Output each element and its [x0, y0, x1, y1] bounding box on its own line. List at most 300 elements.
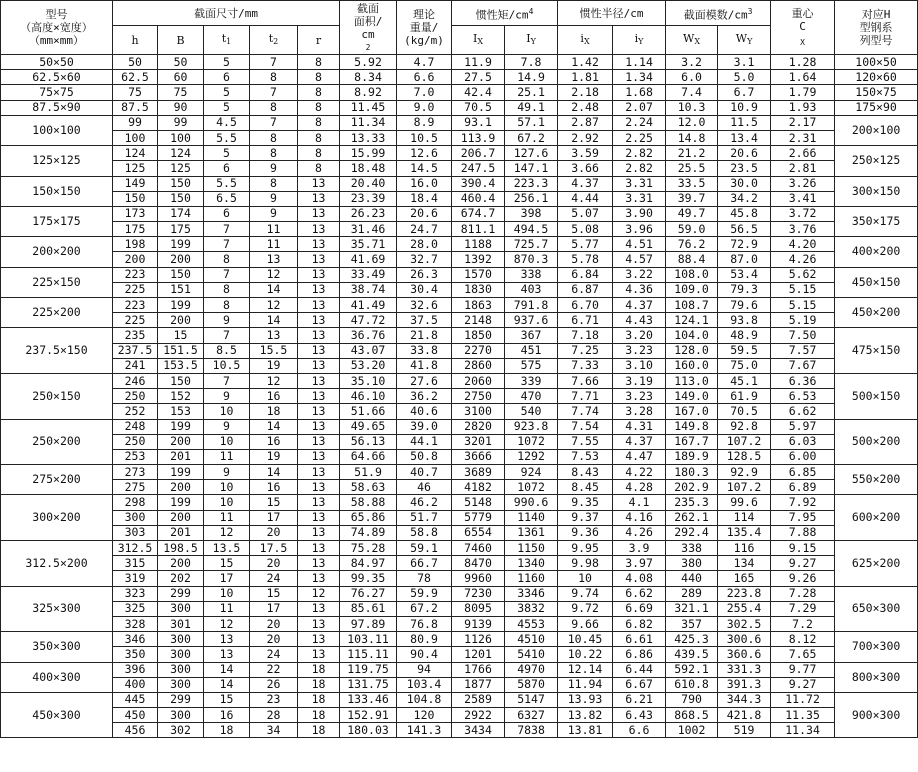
value-cell: 135.4 — [718, 525, 771, 540]
value-cell: 49.7 — [666, 206, 718, 221]
value-cell: 78 — [397, 571, 452, 586]
value-cell: 300 — [158, 708, 204, 723]
value-cell: 100 — [113, 130, 158, 145]
value-cell: 7.28 — [771, 586, 835, 601]
value-cell: 262.1 — [666, 510, 718, 525]
value-cell: 58.8 — [397, 525, 452, 540]
table-row — [1, 586, 918, 601]
value-cell: 56.5 — [718, 222, 771, 237]
value-cell: 9.15 — [771, 541, 835, 556]
value-cell: 134 — [718, 556, 771, 571]
h-section-model-cell: 250×125 — [835, 146, 918, 176]
value-cell: 53.4 — [718, 267, 771, 282]
value-cell: 2589 — [452, 692, 505, 707]
value-cell: 35.10 — [340, 373, 397, 388]
value-cell: 50 — [113, 55, 158, 70]
value-cell: 90 — [158, 100, 204, 115]
value-cell: 8 — [298, 70, 340, 85]
value-cell: 390.4 — [452, 176, 505, 191]
value-cell: 519 — [718, 723, 771, 738]
value-cell: 5148 — [452, 495, 505, 510]
value-cell: 13 — [298, 419, 340, 434]
value-cell: 42.4 — [452, 85, 505, 100]
value-cell: 10.45 — [558, 632, 613, 647]
value-cell: 13 — [298, 465, 340, 480]
table-row — [1, 85, 918, 100]
value-cell: 11.45 — [340, 100, 397, 115]
value-cell: 7.71 — [558, 389, 613, 404]
table-row — [1, 677, 918, 692]
value-cell: 152.91 — [340, 708, 397, 723]
value-cell: 85.61 — [340, 601, 397, 616]
h-section-model-cell: 700×300 — [835, 632, 918, 662]
value-cell: 2922 — [452, 708, 505, 723]
value-cell: 167.0 — [666, 404, 718, 419]
value-cell: 18 — [298, 723, 340, 738]
value-cell: 131.75 — [340, 677, 397, 692]
value-cell: 6.53 — [771, 389, 835, 404]
value-cell: 16 — [204, 708, 250, 723]
value-cell: 4.08 — [613, 571, 666, 586]
value-cell: 1361 — [505, 525, 558, 540]
value-cell: 4.47 — [613, 449, 666, 464]
table-row — [1, 282, 918, 297]
value-cell: 13.33 — [340, 130, 397, 145]
value-cell: 103.11 — [340, 632, 397, 647]
table-row — [1, 465, 918, 480]
h-section-model-cell: 175×90 — [835, 100, 918, 115]
value-cell: 9.77 — [771, 662, 835, 677]
value-cell: 4.37 — [613, 298, 666, 313]
value-cell: 4.16 — [613, 510, 666, 525]
value-cell: 24 — [250, 571, 298, 586]
value-cell: 8.9 — [397, 115, 452, 130]
value-cell: 223.8 — [718, 586, 771, 601]
value-cell: 6.6 — [613, 723, 666, 738]
table-row — [1, 647, 918, 662]
value-cell: 40.6 — [397, 404, 452, 419]
value-cell: 198 — [113, 237, 158, 252]
value-cell: 7.66 — [558, 373, 613, 388]
value-cell: 300 — [158, 647, 204, 662]
value-cell: 3.1 — [718, 55, 771, 70]
value-cell: 14 — [204, 662, 250, 677]
value-cell: 344.3 — [718, 692, 771, 707]
table-row — [1, 191, 918, 206]
value-cell: 380 — [666, 556, 718, 571]
value-cell: 12.14 — [558, 662, 613, 677]
value-cell: 26.23 — [340, 206, 397, 221]
value-cell: 94 — [397, 662, 452, 677]
value-cell: 26 — [250, 677, 298, 692]
value-cell: 10.22 — [558, 647, 613, 662]
value-cell: 10.5 — [397, 130, 452, 145]
value-cell: 175 — [158, 222, 204, 237]
value-cell: 7 — [250, 55, 298, 70]
table-row — [1, 70, 918, 85]
value-cell: 21.2 — [666, 146, 718, 161]
value-cell: 11 — [204, 449, 250, 464]
value-cell: 315 — [113, 556, 158, 571]
value-cell: 18.48 — [340, 161, 397, 176]
value-cell: 6.21 — [613, 692, 666, 707]
value-cell: 1766 — [452, 662, 505, 677]
table-row — [1, 480, 918, 495]
value-cell: 7.18 — [558, 328, 613, 343]
value-cell: 149.8 — [666, 419, 718, 434]
value-cell: 17 — [250, 510, 298, 525]
value-cell: 9 — [204, 465, 250, 480]
value-cell: 4.26 — [613, 525, 666, 540]
value-cell: 14.8 — [666, 130, 718, 145]
value-cell: 150 — [158, 373, 204, 388]
value-cell: 5.08 — [558, 222, 613, 237]
value-cell: 11 — [204, 601, 250, 616]
value-cell: 7460 — [452, 541, 505, 556]
value-cell: 28.0 — [397, 237, 452, 252]
value-cell: 24.7 — [397, 222, 452, 237]
h-section-model-cell: 475×150 — [835, 328, 918, 374]
value-cell: 6.70 — [558, 298, 613, 313]
value-cell: 13 — [298, 541, 340, 556]
value-cell: 321.1 — [666, 601, 718, 616]
value-cell: 13 — [298, 328, 340, 343]
value-cell: 50 — [158, 55, 204, 70]
value-cell: 1.93 — [771, 100, 835, 115]
value-cell: 2860 — [452, 358, 505, 373]
model-cell: 250×200 — [1, 419, 113, 465]
value-cell: 5870 — [505, 677, 558, 692]
table-row — [1, 434, 918, 449]
value-cell: 439.5 — [666, 647, 718, 662]
value-cell: 151 — [158, 282, 204, 297]
value-cell: 398 — [505, 206, 558, 221]
value-cell: 13.81 — [558, 723, 613, 738]
value-cell: 20 — [250, 556, 298, 571]
value-cell: 10.3 — [666, 100, 718, 115]
value-cell: 76.27 — [340, 586, 397, 601]
value-cell: 10.9 — [718, 100, 771, 115]
value-cell: 15.99 — [340, 146, 397, 161]
value-cell: 104.0 — [666, 328, 718, 343]
value-cell: 2.07 — [613, 100, 666, 115]
header-h: h — [113, 26, 158, 55]
value-cell: 1201 — [452, 647, 505, 662]
value-cell: 990.6 — [505, 495, 558, 510]
value-cell: 120 — [397, 708, 452, 723]
value-cell: 23 — [250, 692, 298, 707]
value-cell: 7.33 — [558, 358, 613, 373]
value-cell: 575 — [505, 358, 558, 373]
value-cell: 16.0 — [397, 176, 452, 191]
value-cell: 7.57 — [771, 343, 835, 358]
value-cell: 12 — [250, 298, 298, 313]
value-cell: 4182 — [452, 480, 505, 495]
value-cell: 2.81 — [771, 161, 835, 176]
table-row — [1, 510, 918, 525]
value-cell: 247.5 — [452, 161, 505, 176]
value-cell: 45.8 — [718, 206, 771, 221]
model-cell: 100×100 — [1, 115, 113, 145]
value-cell: 6.44 — [613, 662, 666, 677]
model-cell: 300×200 — [1, 495, 113, 541]
value-cell: 62.5 — [113, 70, 158, 85]
value-cell: 99 — [158, 115, 204, 130]
value-cell: 6.7 — [718, 85, 771, 100]
value-cell: 49.65 — [340, 419, 397, 434]
value-cell: 47.72 — [340, 313, 397, 328]
value-cell: 31.46 — [340, 222, 397, 237]
value-cell: 103.4 — [397, 677, 452, 692]
table-row — [1, 692, 918, 707]
value-cell: 331.3 — [718, 662, 771, 677]
value-cell: 870.3 — [505, 252, 558, 267]
value-cell: 14.9 — [505, 70, 558, 85]
value-cell: 165 — [718, 571, 771, 586]
table-row — [1, 601, 918, 616]
value-cell: 59.9 — [397, 586, 452, 601]
value-cell: 8.43 — [558, 465, 613, 480]
value-cell: 5410 — [505, 647, 558, 662]
value-cell: 2.82 — [613, 161, 666, 176]
value-cell: 391.3 — [718, 677, 771, 692]
value-cell: 17.5 — [250, 541, 298, 556]
value-cell: 6.71 — [558, 313, 613, 328]
value-cell: 41.69 — [340, 252, 397, 267]
value-cell: 440 — [666, 571, 718, 586]
value-cell: 11 — [250, 222, 298, 237]
value-cell: 8095 — [452, 601, 505, 616]
value-cell: 20 — [250, 616, 298, 631]
table-row — [1, 115, 918, 130]
value-cell: 1188 — [452, 237, 505, 252]
value-cell: 127.6 — [505, 146, 558, 161]
value-cell: 198.5 — [158, 541, 204, 556]
table-row — [1, 298, 918, 313]
value-cell: 7.67 — [771, 358, 835, 373]
value-cell: 13 — [298, 616, 340, 631]
value-cell: 6.03 — [771, 434, 835, 449]
value-cell: 87.0 — [718, 252, 771, 267]
value-cell: 50.8 — [397, 449, 452, 464]
value-cell: 11 — [250, 237, 298, 252]
value-cell: 2.92 — [558, 130, 613, 145]
value-cell: 10.5 — [204, 358, 250, 373]
value-cell: 6.36 — [771, 373, 835, 388]
value-cell: 6 — [204, 161, 250, 176]
value-cell: 13 — [298, 191, 340, 206]
table-row — [1, 389, 918, 404]
value-cell: 9.66 — [558, 616, 613, 631]
header-iy-radius: $i_Y$ — [613, 26, 666, 55]
value-cell: 33.8 — [397, 343, 452, 358]
value-cell: 60 — [158, 70, 204, 85]
value-cell: 7.8 — [505, 55, 558, 70]
table-row — [1, 328, 918, 343]
value-cell: 2.66 — [771, 146, 835, 161]
value-cell: 868.5 — [666, 708, 718, 723]
value-cell: 14 — [250, 313, 298, 328]
table-row — [1, 206, 918, 221]
table-row — [1, 343, 918, 358]
value-cell: 7.54 — [558, 419, 613, 434]
value-cell: 147.1 — [505, 161, 558, 176]
value-cell: 8 — [298, 115, 340, 130]
value-cell: 494.5 — [505, 222, 558, 237]
value-cell: 1340 — [505, 556, 558, 571]
value-cell: 18 — [250, 404, 298, 419]
value-cell: 46.10 — [340, 389, 397, 404]
value-cell: 338 — [505, 267, 558, 282]
model-cell: 75×75 — [1, 85, 113, 100]
value-cell: 119.75 — [340, 662, 397, 677]
value-cell: 1292 — [505, 449, 558, 464]
value-cell: 7230 — [452, 586, 505, 601]
value-cell: 1.42 — [558, 55, 613, 70]
value-cell: 125 — [113, 161, 158, 176]
value-cell: 4970 — [505, 662, 558, 677]
value-cell: 13 — [298, 252, 340, 267]
value-cell: 1150 — [505, 541, 558, 556]
value-cell: 200 — [158, 556, 204, 571]
value-cell: 8 — [298, 55, 340, 70]
value-cell: 141.3 — [397, 723, 452, 738]
h-section-model-cell: 120×60 — [835, 70, 918, 85]
value-cell: 17 — [250, 601, 298, 616]
value-cell: 67.2 — [505, 130, 558, 145]
value-cell: 5.78 — [558, 252, 613, 267]
table-row — [1, 222, 918, 237]
value-cell: 252 — [113, 404, 158, 419]
model-cell: 150×150 — [1, 176, 113, 206]
value-cell: 64.66 — [340, 449, 397, 464]
value-cell: 200 — [158, 252, 204, 267]
value-cell: 273 — [113, 465, 158, 480]
value-cell: 8470 — [452, 556, 505, 571]
value-cell: 70.5 — [718, 404, 771, 419]
value-cell: 8 — [298, 100, 340, 115]
value-cell: 152 — [158, 389, 204, 404]
value-cell: 451 — [505, 343, 558, 358]
value-cell: 202 — [158, 571, 204, 586]
value-cell: 5.0 — [718, 70, 771, 85]
value-cell: 9.37 — [558, 510, 613, 525]
value-cell: 346 — [113, 632, 158, 647]
value-cell: 199 — [158, 237, 204, 252]
value-cell: 13 — [250, 328, 298, 343]
value-cell: 9.72 — [558, 601, 613, 616]
table-row — [1, 358, 918, 373]
value-cell: 9.36 — [558, 525, 613, 540]
value-cell: 33.49 — [340, 267, 397, 282]
value-cell: 65.86 — [340, 510, 397, 525]
value-cell: 4.37 — [613, 434, 666, 449]
value-cell: 5.15 — [771, 298, 835, 313]
value-cell: 302 — [158, 723, 204, 738]
value-cell: 400 — [113, 677, 158, 692]
value-cell: 199 — [158, 465, 204, 480]
value-cell: 4.36 — [613, 282, 666, 297]
value-cell: 13 — [298, 176, 340, 191]
value-cell: 28 — [250, 708, 298, 723]
value-cell: 7.2 — [771, 616, 835, 631]
value-cell: 1392 — [452, 252, 505, 267]
value-cell: 7 — [204, 373, 250, 388]
header-area: 截面 面积/ cm 2 — [340, 1, 397, 55]
value-cell: 76.8 — [397, 616, 452, 631]
value-cell: 13 — [298, 495, 340, 510]
value-cell: 1160 — [505, 571, 558, 586]
value-cell: 248 — [113, 419, 158, 434]
value-cell: 93.8 — [718, 313, 771, 328]
value-cell: 6.61 — [613, 632, 666, 647]
table-row — [1, 267, 918, 282]
value-cell: 14 — [250, 419, 298, 434]
value-cell: 7.74 — [558, 404, 613, 419]
table-row — [1, 55, 918, 70]
value-cell: 2750 — [452, 389, 505, 404]
h-section-model-cell: 400×200 — [835, 237, 918, 267]
h-section-model-cell: 625×200 — [835, 541, 918, 587]
value-cell: 149.0 — [666, 389, 718, 404]
value-cell: 9 — [250, 161, 298, 176]
table-row — [1, 556, 918, 571]
value-cell: 46 — [397, 480, 452, 495]
value-cell: 30.0 — [718, 176, 771, 191]
value-cell: 450 — [113, 708, 158, 723]
value-cell: 15 — [204, 692, 250, 707]
value-cell: 180.3 — [666, 465, 718, 480]
value-cell: 13.93 — [558, 692, 613, 707]
value-cell: 3.28 — [613, 404, 666, 419]
value-cell: 51.66 — [340, 404, 397, 419]
value-cell: 6 — [204, 206, 250, 221]
value-cell: 3.59 — [558, 146, 613, 161]
value-cell: 61.9 — [718, 389, 771, 404]
value-cell: 325 — [113, 601, 158, 616]
value-cell: 108.0 — [666, 267, 718, 282]
value-cell: 99.35 — [340, 571, 397, 586]
value-cell: 367 — [505, 328, 558, 343]
value-cell: 6.5 — [204, 191, 250, 206]
value-cell: 11.35 — [771, 708, 835, 723]
value-cell: 289 — [666, 586, 718, 601]
value-cell: 49.1 — [505, 100, 558, 115]
value-cell: 18 — [298, 662, 340, 677]
value-cell: 51.7 — [397, 510, 452, 525]
table-row — [1, 404, 918, 419]
value-cell: 235 — [113, 328, 158, 343]
value-cell: 13 — [298, 480, 340, 495]
value-cell: 15 — [158, 328, 204, 343]
value-cell: 199 — [158, 298, 204, 313]
value-cell: 3346 — [505, 586, 558, 601]
value-cell: 12 — [298, 586, 340, 601]
value-cell: 151.5 — [158, 343, 204, 358]
model-cell: 87.5×90 — [1, 100, 113, 115]
value-cell: 299 — [158, 692, 204, 707]
value-cell: 4.5 — [204, 115, 250, 130]
value-cell: 10 — [204, 480, 250, 495]
value-cell: 84.97 — [340, 556, 397, 571]
value-cell: 301 — [158, 616, 204, 631]
value-cell: 3.22 — [613, 267, 666, 282]
value-cell: 339 — [505, 373, 558, 388]
value-cell: 13 — [298, 556, 340, 571]
value-cell: 13 — [298, 647, 340, 662]
table-row — [1, 632, 918, 647]
value-cell: 299 — [158, 586, 204, 601]
